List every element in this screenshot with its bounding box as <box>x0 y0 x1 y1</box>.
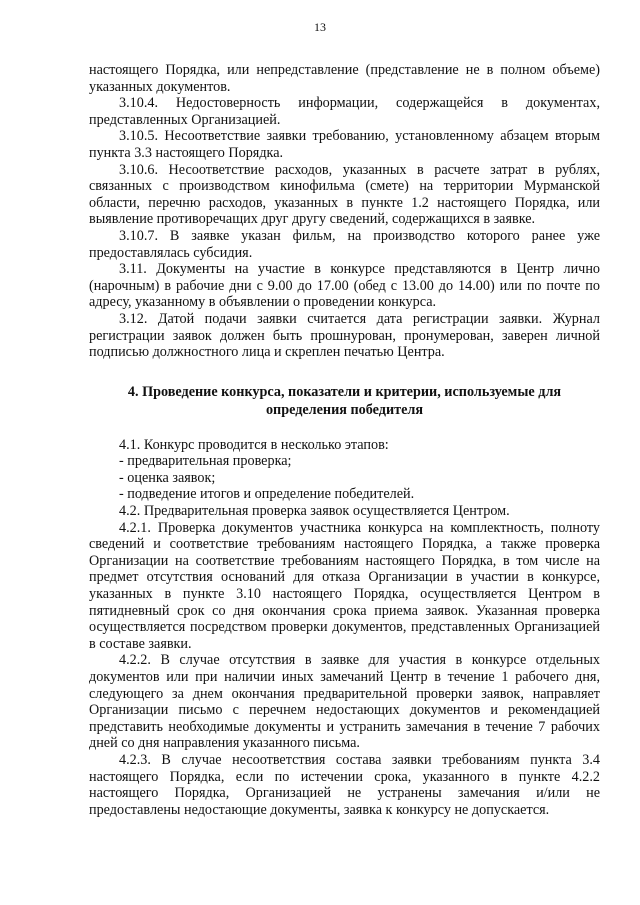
paragraph-4-2-3: 4.2.3. В случае несоответствия состава заявки требованиям пункта 3.4 настоящего Порядка, если по истечении срока, указанного в пункте 4.2.2 настоящего Порядка, Организацией не устранены замечания и/или не предоставлены недостающие документы, заявка к конкурсу не допускается. <box>89 751 600 818</box>
paragraph-3-10-5: 3.10.5. Несоответствие заявки требованию, установленному абзацем вторым пункта 3.3 настоящего Порядка. <box>89 128 600 161</box>
list-item-stage: - подведение итогов и определение победителей. <box>119 486 415 503</box>
paragraph-3-10-7: 3.10.7. В заявке указан фильм, на производство которого ранее уже предоставлялась субсидия. <box>89 227 600 261</box>
page-number: 13 <box>314 20 326 34</box>
paragraph-3-11: 3.11. Документы на участие в конкурсе представляются в Центр лично (нарочным) в рабочие дни с 9.00 до 17.00 (обед с 13.00 до 14.00) или по почте по адресу, указанному в объявлении о проведении конкурса. <box>89 261 600 311</box>
list-item-stage: - оценка заявок; <box>119 469 216 486</box>
section-heading: 4. Проведение конкурса, показатели и критерии, используемые для определения победителя <box>127 383 562 418</box>
paragraph-4-2-2: 4.2.2. В случае отсутствия в заявке для участия в конкурсе отдельных документов или при наличии иных замечаний Центр в течение 1 рабочего дня, следующего за днем окончания предварительной проверки заявок, направляет Организации письмо с перечнем недостающих документов и рекомендацией представить необходимые документы и устранить замечания в течение 7 рабочих дней со дня направления указанного письма. <box>89 652 600 752</box>
paragraph-3-10-4: 3.10.4. Недостоверность информации, содержащейся в документах, представленных Организацией. <box>89 95 600 128</box>
paragraph-4-1: 4.1. Конкурс проводится в несколько этапов: <box>119 436 389 453</box>
paragraph-3-12: 3.12. Датой подачи заявки считается дата регистрации заявки. Журнал регистрации заявок должен быть прошнурован, пронумерован, заверен личной подписью должностного лица и скреплен печатью Центра. <box>89 310 600 361</box>
paragraph-4-2: 4.2. Предварительная проверка заявок осуществляется Центром. <box>119 503 510 520</box>
paragraph-4-2-1: 4.2.1. Проверка документов участника конкурса на комплектность, полноту сведений и соответствие требованиям настоящего Порядка, а также проверка Организации на соответствие требованиям настоящего Порядка, в том числе на предмет отсутствия оснований для отказа Организации в участии в конкурсе, указанных в пункте 3.10 настоящего Порядка, осуществляется Центром в пятидневный срок со дня окончания срока приема заявок. Указанная проверка осуществляется посредством проверки документов, представленных Организацией в составе заявки. <box>89 519 600 652</box>
paragraph-3-10-6: 3.10.6. Несоответствие расходов, указанных в расчете затрат в рублях, связанных с производством кинофильма (смете) на территории Мурманской области, перечню расходов, указанных в пункте 1.2 настоящего Порядка, или выявление противоречащих друг другу сведений, содержащихся в заявке. <box>89 161 600 228</box>
paragraph: настоящего Порядка, или непредставление (представление не в полном объеме) указанных документов. <box>89 62 600 95</box>
document-body <box>89 62 600 818</box>
list-item-stage: - предварительная проверка; <box>119 453 292 470</box>
